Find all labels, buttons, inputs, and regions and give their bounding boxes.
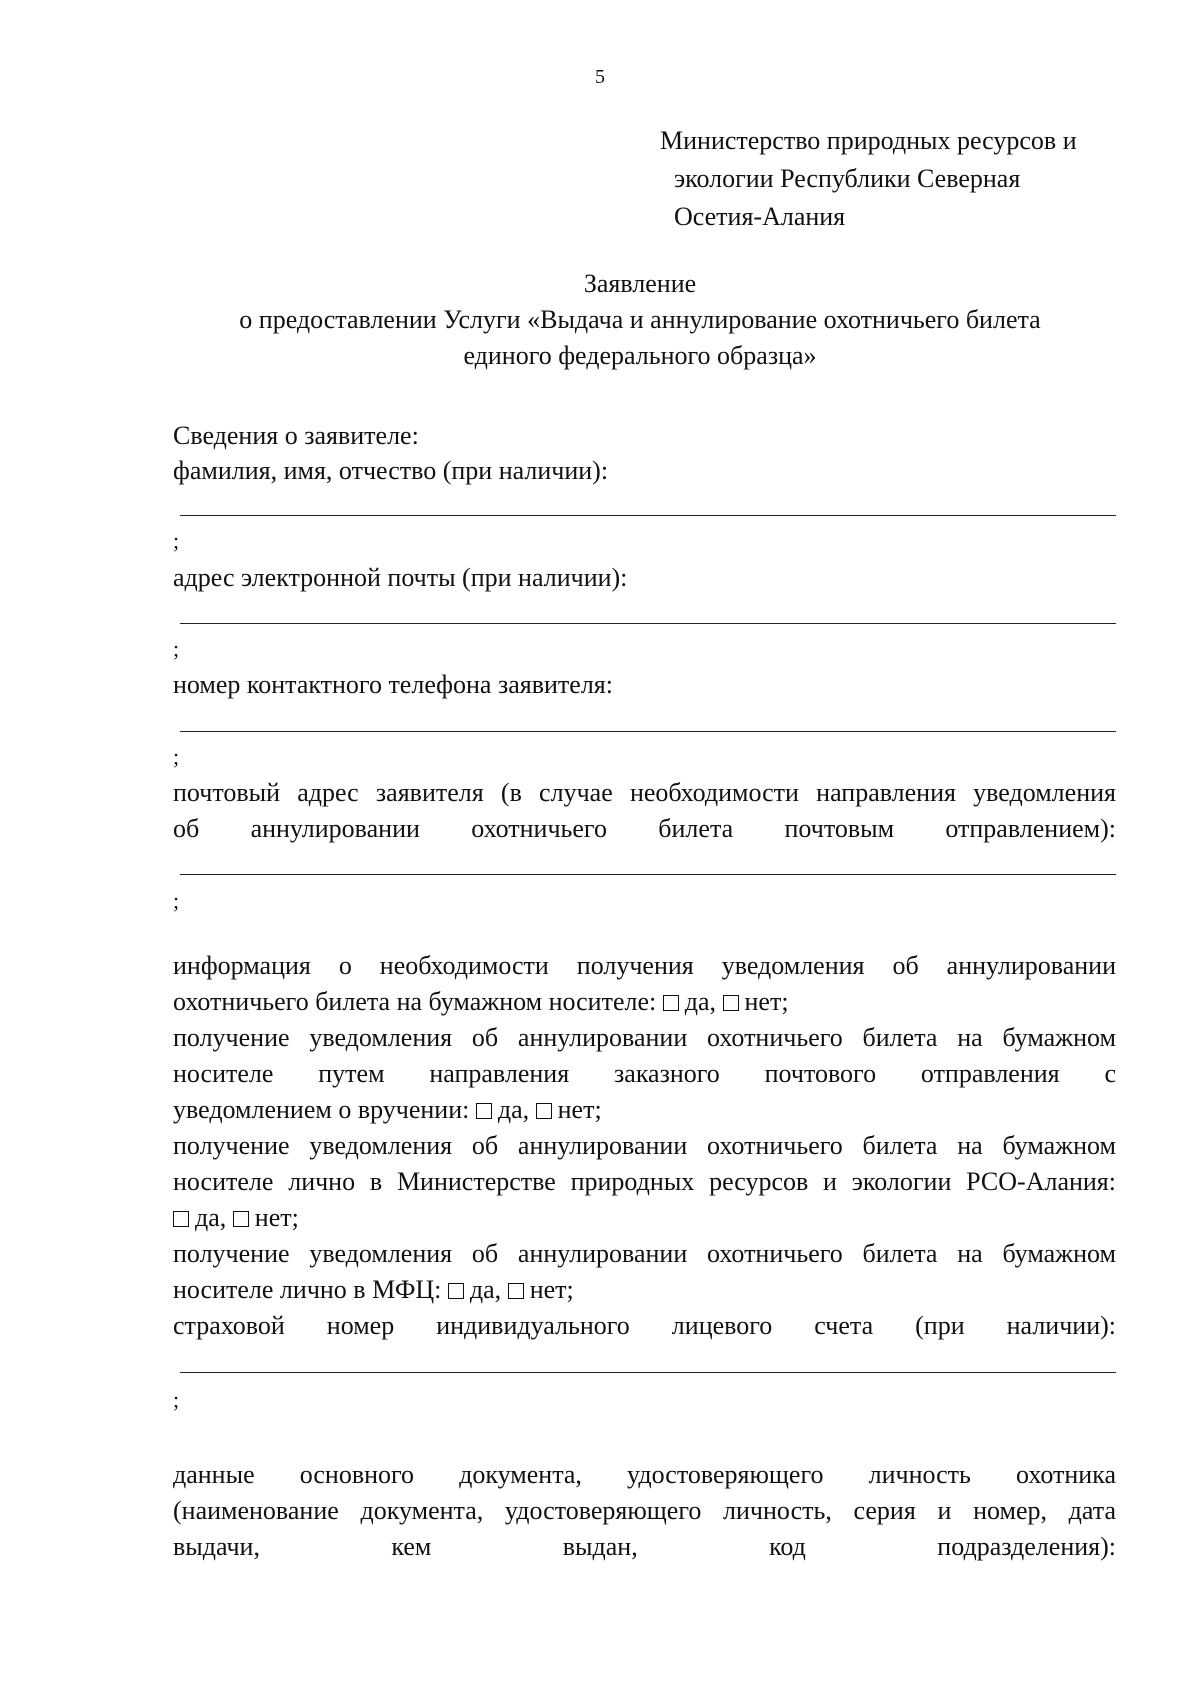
fio-label: фамилия, имя, отчество (при наличии): [173,456,609,485]
title-line: о предоставлении Услуги «Выдача и аннулирование охотничьего билета [239,305,1041,334]
recipient-line: Министерство природных ресурсов и [660,126,1077,155]
recipient-line: экологии Республики Северная [674,164,1021,193]
separator: ; [173,744,180,769]
ministry-option-text: носителе лично в Министерстве природных ресурсов и экологии РСО-Алания: [173,1167,1116,1196]
separator: ; [173,528,180,553]
yes-label: да, [497,1095,530,1124]
recipient-block [660,122,1077,236]
mail-option-text: носителе путем направления заказного почтового отправления с [173,1059,1116,1088]
checkbox-yes[interactable] [173,1211,189,1227]
postal-input-line[interactable] [180,874,1116,875]
checkbox-no[interactable] [508,1283,524,1299]
checkbox-yes[interactable] [663,995,679,1011]
checkbox-no[interactable] [536,1103,552,1119]
email-label: адрес электронной почты (при наличии): [173,563,628,592]
snils-input-line[interactable] [180,1372,1116,1373]
paper-option-text: охотничьего билета на бумажном носителе: [173,987,657,1016]
no-label: нет; [254,1203,299,1232]
fio-input-line[interactable] [180,515,1116,516]
checkbox-yes[interactable] [476,1103,492,1119]
paper-option [173,984,1116,1020]
recipient-line: Осетия-Алания [674,202,846,231]
document-label-line: данные основного документа, удостоверяющего личность охотника [173,1460,1116,1489]
phone-label: номер контактного телефона заявителя: [173,670,613,699]
ministry-option-text: получение уведомления об аннулировании охотничьего билета на бумажном [173,1131,1116,1160]
document-label-line: (наименование документа, удостоверяющего личность, серия и номер, дата [173,1496,1116,1525]
mfc-option [173,1272,1116,1308]
postal-label-line: об аннулировании охотничьего билета почтовым отправлением): [173,814,1116,843]
checkbox-yes[interactable] [448,1283,464,1299]
mail-option-text: получение уведомления об аннулировании охотничьего билета на бумажном [173,1023,1116,1052]
mail-option-text: уведомлением о вручении: [173,1095,470,1124]
yes-label: да, [469,1275,502,1304]
checkbox-no[interactable] [723,995,739,1011]
separator: ; [173,636,180,661]
no-label: нет; [557,1095,602,1124]
separator: ; [173,1387,180,1412]
snils-label: страховой номер индивидуального лицевого счета (при наличии): [173,1311,1116,1340]
paper-option-text: информация о необходимости получения уведомления об аннулировании [173,951,1116,980]
email-input-line[interactable] [180,623,1116,624]
yes-label: да, [195,1203,227,1232]
title-line: Заявление [583,269,697,298]
phone-input-line[interactable] [180,731,1116,732]
checkbox-no[interactable] [233,1211,249,1227]
mfc-option-text: носителе лично в МФЦ: [173,1275,442,1304]
ministry-option [173,1200,1116,1236]
postal-label-line: почтовый адрес заявителя (в случае необходимости направления уведомления [173,778,1116,807]
no-label: нет; [744,987,789,1016]
page-number: 5 [595,66,605,88]
mail-option [173,1092,1116,1128]
separator: ; [173,888,180,913]
applicant-heading: Сведения о заявителе: [173,421,419,450]
title-line: единого федерального образца» [463,341,817,370]
document-title [160,266,1120,374]
mfc-option-text: получение уведомления об аннулировании охотничьего билета на бумажном [173,1239,1116,1268]
yes-label: да, [684,987,717,1016]
document-label-line: выдачи, кем выдан, код подразделения): [173,1532,1116,1561]
no-label: нет; [529,1275,574,1304]
